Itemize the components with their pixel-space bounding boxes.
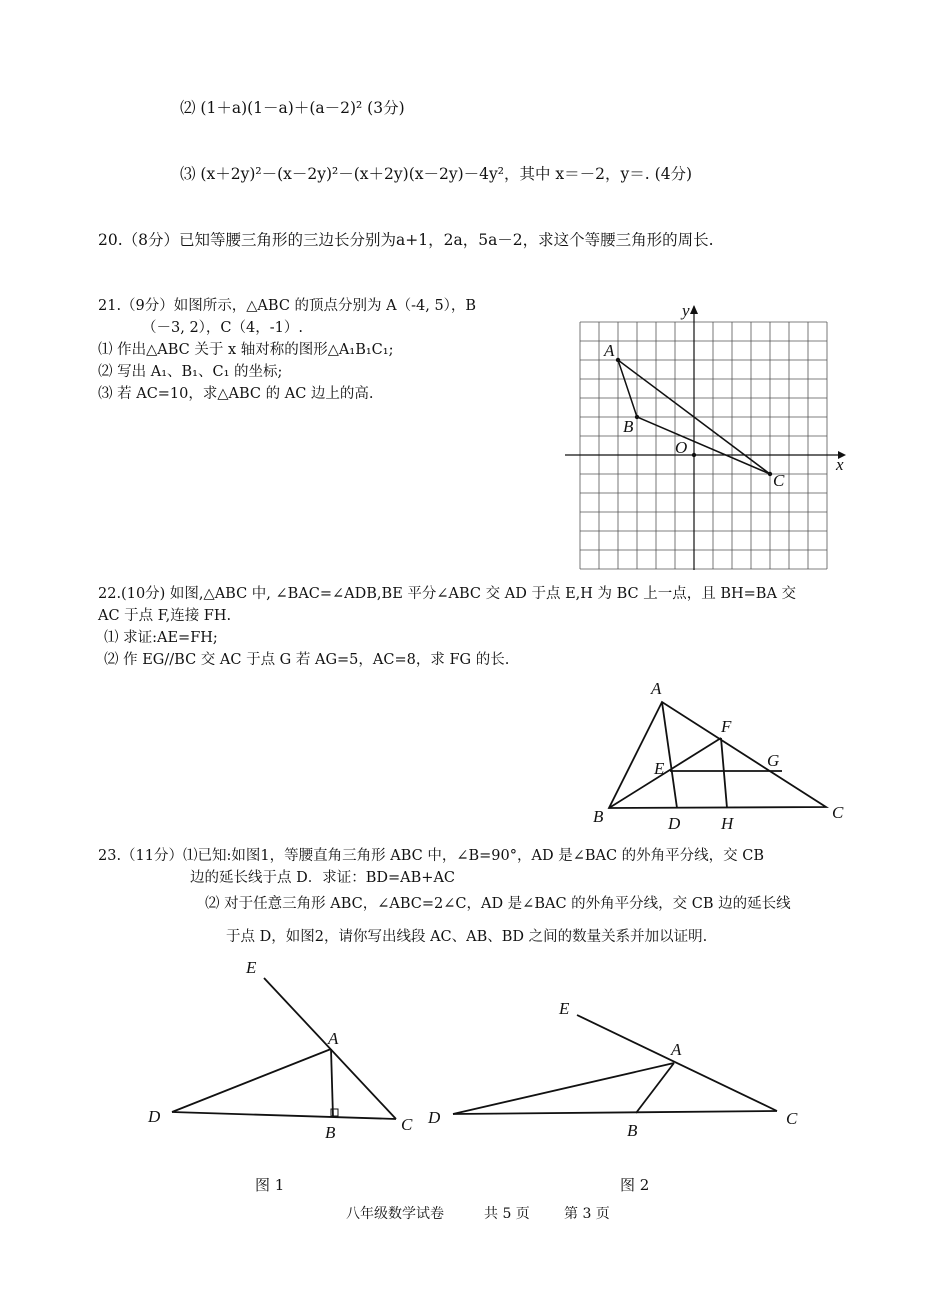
point-c-label: C — [773, 471, 785, 490]
fig1-label-e: E — [246, 958, 257, 977]
q22-label-a: A — [651, 679, 662, 698]
q23-line3: ⑵ 对于任意三角形 ABC，∠ABC=2∠C，AD 是∠BAC 的外角平分线，交 CB 边的延长线 — [205, 896, 791, 912]
q22-label-b: B — [593, 807, 604, 826]
q21-sub3: ⑶ 若 AC=10，求△ABC 的 AC 边上的高. — [98, 386, 374, 402]
q19-part2: ⑵ (1＋a)(1－a)＋(a－2)² (3分) — [180, 99, 405, 117]
footer-page-number: 第 3 页 — [564, 1206, 610, 1222]
fig1-caption: 图 1 — [255, 1176, 285, 1194]
q22-line2: AC 于点 F,连接 FH. — [98, 608, 232, 624]
q22-line1: 22.(10分) 如图,△ABC 中, ∠BAC=∠ADB,BE 平分∠ABC 交 AD 于点 E,H 为 BC 上一点，且 BH=BA 交 — [98, 586, 797, 602]
q22-label-g: G — [767, 751, 780, 770]
q22-label-c: C — [832, 803, 844, 822]
q22-label-d: D — [668, 814, 681, 833]
footer-title: 八年级数学试卷 — [346, 1206, 444, 1222]
fig1-label-c: C — [401, 1115, 413, 1134]
q22-sub1: ⑴ 求证:AE=FH; — [104, 630, 218, 646]
q21-line1: 21.（9分）如图所示，△ABC 的顶点分别为 A（-4, 5），B — [98, 298, 477, 314]
q22-sub2: ⑵ 作 EG//BC 交 AC 于点 G 若 AG=5，AC=8，求 FG 的长. — [104, 652, 510, 668]
q19-part3: ⑶ (x＋2y)²－(x－2y)²－(x＋2y)(x－2y)－4y²，其中 x＝－2，y＝. (4分) — [180, 165, 693, 183]
fig2-label-c: C — [786, 1109, 798, 1128]
q22-label-h: H — [721, 814, 734, 833]
point-b-label: B — [623, 417, 634, 436]
q22-label-e: E — [654, 759, 665, 778]
q21-sub2: ⑵ 写出 A₁、B₁、C₁ 的坐标; — [98, 364, 283, 380]
fig1-label-d: D — [148, 1107, 161, 1126]
origin-label: O — [675, 438, 688, 457]
q20-text: 20.（8分）已知等腰三角形的三边长分别为a+1，2a，5a－2，求这个等腰三角形的周长. — [98, 231, 714, 249]
fig2-label-d: D — [428, 1108, 441, 1127]
fig2-label-e: E — [559, 999, 570, 1018]
q23-line1: 23.（11分）⑴已知:如图1，等腰直角三角形 ABC 中，∠B=90°，AD 是∠BAC 的外角平分线，交 CB — [98, 848, 765, 864]
footer-total-pages: 共 5 页 — [484, 1206, 530, 1222]
q22-label-f: F — [721, 717, 732, 736]
x-axis-label: x — [836, 455, 844, 474]
q21-line2: （－3, 2），C（4，-1）. — [142, 320, 303, 336]
point-a-label: A — [604, 341, 615, 360]
fig2-label-b: B — [627, 1121, 638, 1140]
fig2-label-a: A — [671, 1040, 682, 1059]
fig1-label-b: B — [325, 1123, 336, 1142]
fig1-label-a: A — [328, 1029, 339, 1048]
y-axis-label: y — [682, 301, 690, 320]
fig2-caption: 图 2 — [620, 1176, 650, 1194]
q23-line4: 于点 D，如图2，请你写出线段 AC、AB、BD 之间的数量关系并加以证明. — [226, 929, 708, 945]
q21-sub1: ⑴ 作出△ABC 关于 x 轴对称的图形△A₁B₁C₁; — [98, 342, 394, 358]
q23-line2: 边的延长线于点 D．求证：BD=AB+AC — [190, 870, 456, 886]
